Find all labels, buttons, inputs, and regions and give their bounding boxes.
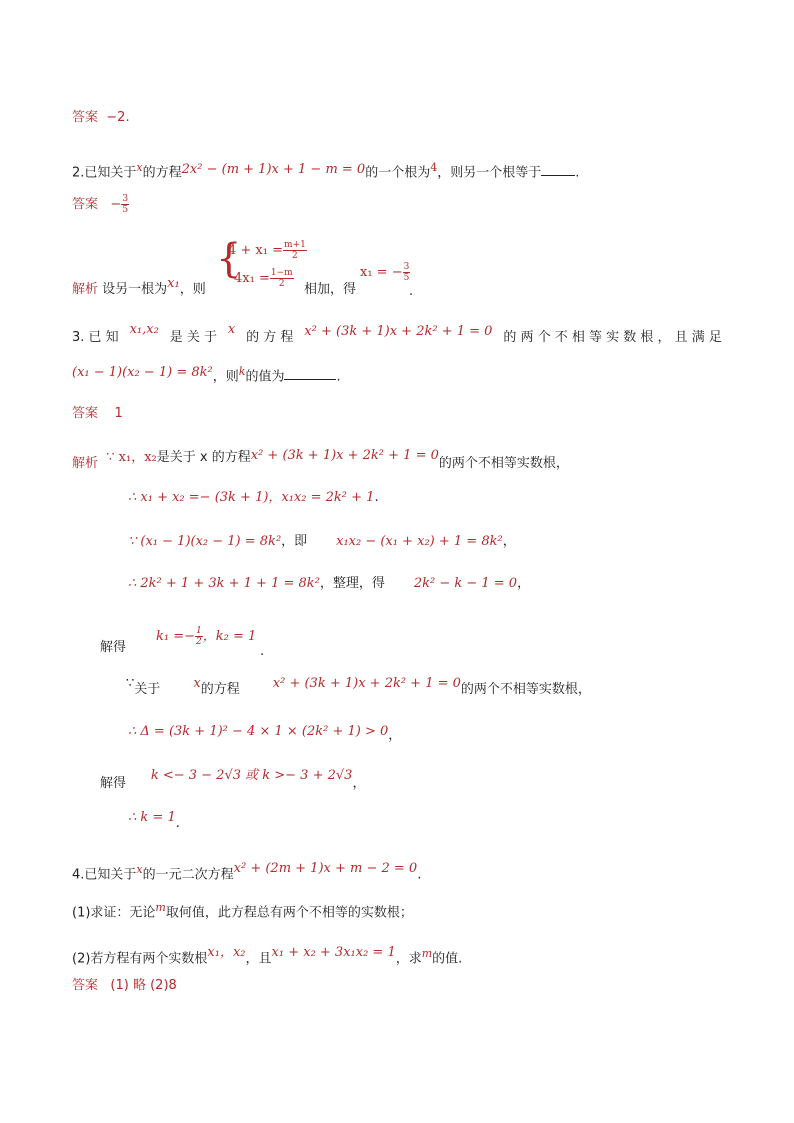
fraction	[283, 240, 307, 261]
explanation-text: 的方程	[200, 682, 240, 697]
explanation-label: 解析	[72, 282, 99, 297]
fraction-denominator: 2	[196, 637, 202, 647]
question-text: ，则另一个根等于	[437, 165, 542, 181]
minus-sign: −	[110, 197, 122, 212]
question-text: 的 两 个 不 相 等 实 数 根 ， 且 满 足	[503, 330, 722, 345]
fraction	[121, 194, 129, 215]
explanation-3-step-1	[72, 448, 569, 472]
question-text: (1)求证：无论	[72, 905, 156, 921]
condition-equation: (x₁ − 1)(x₂ − 1) = 8k²	[72, 365, 213, 381]
math-expr: ∴ x₁ + x₂ =− (3k + 1)，x₁x₂ = 2k² + 1	[128, 490, 375, 505]
explanation-text: ，整理，得	[319, 576, 385, 591]
answer-label: 答案	[72, 406, 99, 421]
fraction-numerator: 3	[403, 262, 410, 272]
question-text: ，且	[245, 951, 272, 967]
answer-label: 答案	[72, 197, 99, 212]
math-var: x	[136, 863, 143, 876]
explanation-3-step-5	[156, 626, 256, 647]
question-text: 已知关于	[84, 165, 137, 181]
system-eq-left: 4 + x₁ =	[228, 243, 283, 258]
question-text: 的方程	[142, 165, 182, 181]
explanation-text: 关于	[134, 682, 161, 697]
explanation-text: ，则	[179, 282, 206, 297]
result-left: x₁ = −	[360, 265, 403, 280]
explanation-3-step-8	[100, 768, 366, 792]
math-var: x	[136, 161, 143, 174]
math-var: x	[193, 676, 201, 691]
answer-2	[72, 194, 129, 215]
question-text: 的值为	[245, 369, 285, 385]
equation: x² + (3k + 1)x + 2k² + 1 = 0	[304, 324, 493, 339]
equation: 2x² − (m + 1)x + 1 − m = 0	[181, 162, 366, 178]
explanation-text: 解得	[100, 776, 127, 791]
question-text: ，求	[395, 951, 422, 967]
answer-3	[72, 406, 123, 422]
question-4	[72, 862, 421, 883]
explanation-3-step-9	[128, 810, 180, 831]
explanation-text: 是关于 x 的方程	[156, 450, 251, 465]
fraction	[270, 268, 294, 289]
answer-label: 答案	[72, 110, 99, 125]
fraction-denominator: 2	[292, 251, 298, 261]
math-var: k	[238, 365, 246, 378]
question-text: 3. 已 知	[72, 330, 119, 345]
math-vars: x₁，x₂	[207, 945, 246, 961]
math-expr: ∴ 2k² + 1 + 3k + 1 + 1 = 8k²	[128, 576, 320, 591]
math-vars: x₁,x₂	[129, 322, 159, 337]
explanation-text: 的两个不相等实数根，	[438, 456, 569, 471]
fraction-denominator: 5	[122, 205, 129, 215]
system-brace: {	[216, 236, 242, 282]
fraction-numerator: 1	[196, 626, 202, 636]
math-var: x₁	[167, 276, 180, 291]
root-value: 4	[430, 161, 438, 174]
explanation-3-step-5-label	[100, 640, 126, 656]
question-text: 已知关于	[84, 867, 137, 883]
explanation-2-cont	[304, 282, 356, 298]
answer-line-1	[72, 110, 130, 126]
question-text: 的一元二次方程	[142, 867, 234, 883]
punctuation: .	[336, 369, 341, 385]
question-text: 的一个根为	[365, 165, 431, 181]
equation: x² + (3k + 1)x + 2k² + 1 = 0	[250, 448, 439, 463]
punctuation: .	[175, 816, 180, 831]
question-3-line-2	[72, 364, 341, 385]
fraction-denominator: 5	[403, 273, 410, 283]
punctuation: .	[374, 490, 379, 505]
punctuation: ，	[352, 776, 366, 791]
math-var: m	[155, 901, 166, 914]
explanation-text: 的两个不相等实数根，	[460, 682, 591, 697]
math-expr: ∵ x₁，x₂	[106, 450, 157, 465]
punctuation: ，	[502, 534, 516, 549]
fraction-numerator: 3	[122, 194, 129, 204]
math-expr: k₁ =−	[156, 629, 196, 644]
explanation-3-step-6	[126, 676, 591, 698]
question-number: 2.	[72, 165, 85, 181]
explanation-text: 相加，得	[304, 282, 357, 297]
question-3-line-1	[72, 322, 722, 346]
because-symbol: ∵	[126, 676, 135, 691]
answer-blank	[284, 367, 336, 380]
system-line-2	[234, 268, 294, 289]
explanation-text: 解得	[100, 640, 127, 655]
answer-blank	[541, 163, 575, 176]
result-value	[360, 262, 410, 283]
answer-label: 答案	[72, 978, 99, 993]
fraction	[195, 626, 203, 647]
punctuation: ，	[388, 728, 402, 743]
fraction-numerator: m+1	[284, 240, 306, 250]
question-text: 的 方 程	[246, 330, 294, 345]
question-4-part-1	[72, 900, 413, 921]
explanation-3-step-7	[128, 724, 402, 743]
punctuation: .	[260, 644, 265, 659]
inequality: k <− 3 − 2√3 或 k >− 3 + 2√3	[150, 768, 353, 783]
equation: x² + (2m + 1)x + m − 2 = 0	[233, 861, 418, 877]
explanation-3-step-4	[128, 576, 530, 592]
equation: x₁x₂ − (x₁ + x₂) + 1 = 8k²	[336, 534, 503, 549]
system-eq-left: 4x₁ =	[234, 271, 270, 286]
equation: x² + (3k + 1)x + 2k² + 1 = 0	[272, 676, 461, 691]
question-4-part-2	[72, 946, 462, 967]
answer-4	[72, 978, 177, 994]
question-text: 取何值，此方程总有两个不相等的实数根；	[165, 905, 413, 921]
explanation-text: 设另一根为	[102, 282, 168, 297]
math-expr: ∴ Δ = (3k + 1)² − 4 × 1 × (2k² + 1) > 0	[128, 724, 389, 739]
explanation-3-step-3	[128, 534, 516, 550]
explanation-text: ，即	[281, 534, 308, 549]
question-text: ，则	[212, 369, 239, 385]
question-text: 是 关 于	[169, 330, 217, 345]
punctuation: .	[417, 867, 422, 883]
question-number: 4.	[72, 867, 85, 883]
fraction-denominator: 2	[278, 279, 285, 289]
answer-value: 1	[114, 406, 123, 421]
math-expr: ∴ k = 1	[128, 810, 176, 825]
question-text: (2)若方程有两个实数根	[72, 951, 208, 967]
fraction	[403, 262, 411, 283]
fraction-numerator: 1−m	[270, 268, 293, 278]
question-text: 的值.	[432, 951, 463, 967]
math-var: x	[227, 322, 236, 337]
equation: x₁ + x₂ + 3x₁x₂ = 1	[271, 945, 396, 961]
explanation-label: 解析	[72, 456, 99, 471]
math-var: m	[421, 947, 433, 960]
system-line-1	[228, 240, 307, 261]
punctuation: .	[409, 284, 414, 299]
math-expr: ∵ (x₁ − 1)(x₂ − 1) = 8k²	[128, 534, 282, 549]
explanation-2	[72, 276, 206, 298]
answer-value: −2.	[106, 110, 130, 125]
punctuation: ，	[517, 576, 531, 591]
math-expr: ，k₂ = 1	[202, 629, 257, 644]
answer-value: (1) 略 (2)8	[110, 978, 177, 993]
question-2	[72, 160, 579, 181]
equation: 2k² − k − 1 = 0	[413, 576, 518, 591]
explanation-3-step-2	[128, 490, 379, 506]
punctuation: .	[575, 165, 580, 181]
